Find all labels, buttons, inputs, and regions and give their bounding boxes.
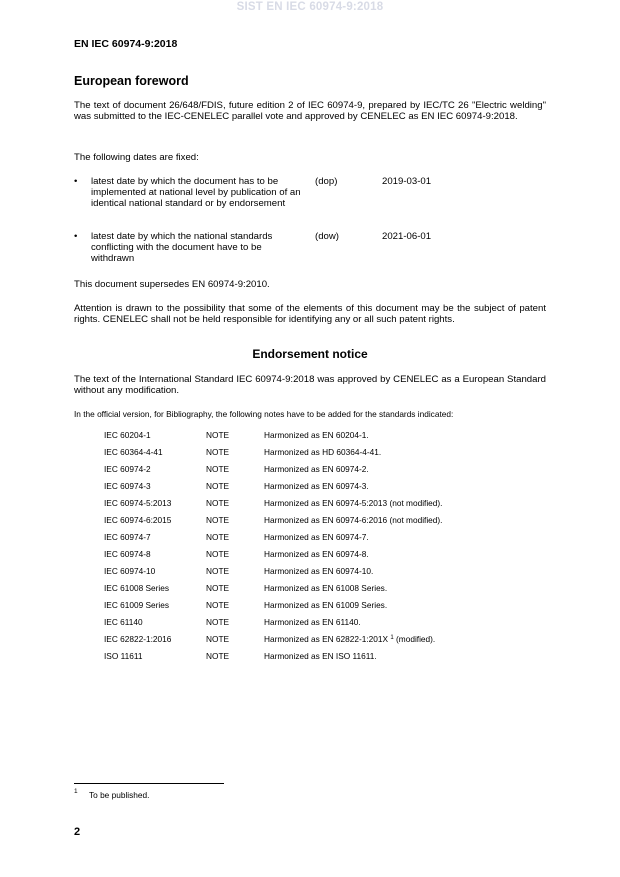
- note-keyword: NOTE: [206, 430, 230, 440]
- date-item-text: latest date by which the document has to be implemented at national level by publication of an identical national standard or by endorsement: [91, 176, 301, 210]
- note-keyword: NOTE: [206, 532, 230, 542]
- page-number: 2: [74, 826, 81, 838]
- note-text: Harmonized as EN 60204-1.: [264, 430, 369, 440]
- note-text: Harmonized as EN 60974-2.: [264, 464, 369, 474]
- note-text: Harmonized as EN 60974-8.: [264, 549, 369, 559]
- note-keyword: NOTE: [206, 634, 230, 644]
- note-standard: IEC 60974-2: [104, 464, 151, 474]
- note-keyword: NOTE: [206, 481, 230, 491]
- note-keyword: NOTE: [206, 447, 230, 457]
- note-keyword: NOTE: [206, 549, 230, 559]
- footnote-mark: 1: [74, 788, 78, 795]
- note-text: Harmonized as EN 61009 Series.: [264, 600, 388, 610]
- note-keyword: NOTE: [206, 617, 230, 627]
- note-standard: IEC 60974-6:2015: [104, 515, 172, 525]
- note-text: Harmonized as EN ISO 11611.: [264, 651, 377, 661]
- note-text-main: Harmonized as EN 62822-1:201X: [264, 634, 389, 644]
- endorsement-notice-heading: Endorsement notice: [252, 347, 368, 361]
- european-foreword-heading: European foreword: [74, 74, 189, 88]
- note-keyword: NOTE: [206, 583, 230, 593]
- note-text: Harmonized as HD 60364-4-41.: [264, 447, 382, 457]
- note-keyword: NOTE: [206, 464, 230, 474]
- note-standard: IEC 61009 Series: [104, 600, 170, 610]
- note-text: Harmonized as EN 60974-6:2016 (not modified).: [264, 515, 443, 525]
- note-text: Harmonized as EN 60974-3.: [264, 481, 369, 491]
- date-item-abbr: (dow): [315, 231, 339, 242]
- supersedes-paragraph: This document supersedes EN 60974-9:2010.: [74, 279, 270, 290]
- endorsement-paragraph: The text of the International Standard IEC 60974-9:2018 was approved by CENELEC as a European Standard without any modification.: [74, 374, 546, 397]
- document-id-header: EN IEC 60974-9:2018: [74, 38, 178, 50]
- note-keyword: NOTE: [206, 498, 230, 508]
- date-item-abbr: (dop): [315, 176, 338, 187]
- note-standard: IEC 62822-1:2016: [104, 634, 172, 644]
- foreword-intro-paragraph: The text of document 26/648/FDIS, future edition 2 of IEC 60974-9, prepared by IEC/TC 26 "Electric welding" was submitted to the IEC-CENELEC parallel vote and approved by CENELEC as EN IEC 60974-9:2018.: [74, 100, 546, 123]
- bullet-marker: •: [74, 176, 78, 187]
- footnote-reference[interactable]: 1: [390, 635, 394, 641]
- note-text: Harmonized as EN 61008 Series.: [264, 583, 388, 593]
- note-keyword: NOTE: [206, 651, 230, 661]
- note-standard: IEC 61140: [104, 617, 143, 627]
- note-text: Harmonized as EN 60974-5:2013 (not modified).: [264, 498, 443, 508]
- note-text: Harmonized as EN 60974-10.: [264, 566, 374, 576]
- note-standard: ISO 11611: [104, 651, 143, 661]
- note-text: [264, 634, 435, 644]
- bullet-marker: •: [74, 231, 78, 242]
- date-item-date: 2019-03-01: [382, 176, 432, 187]
- note-keyword: NOTE: [206, 600, 230, 610]
- note-standard: IEC 61008 Series: [104, 583, 170, 593]
- patent-paragraph: Attention is drawn to the possibility that some of the elements of this document may be the subject of patent rights. CENELEC shall not be held responsible for identifying any or all such patent rights.: [74, 303, 546, 326]
- note-keyword: NOTE: [206, 515, 230, 525]
- dates-intro: The following dates are fixed:: [74, 152, 199, 163]
- date-item-date: 2021-06-01: [382, 231, 432, 242]
- date-item-text: latest date by which the national standards conflicting with the document have to be withdrawn: [91, 231, 273, 265]
- note-standard: IEC 60974-3: [104, 481, 151, 491]
- note-standard: IEC 60204-1: [104, 430, 151, 440]
- footnote-divider: [74, 783, 224, 784]
- bibliography-intro: In the official version, for Bibliography, the following notes have to be added for the standards indicated:: [74, 409, 454, 419]
- note-standard: IEC 60974-8: [104, 549, 151, 559]
- note-text: Harmonized as EN 61140.: [264, 617, 361, 627]
- footnote-text: To be published.: [89, 790, 150, 800]
- note-standard: IEC 60974-10: [104, 566, 156, 576]
- note-text-suffix: (modified).: [393, 634, 436, 644]
- note-standard: IEC 60974-5:2013: [104, 498, 172, 508]
- note-standard: IEC 60364-4-41: [104, 447, 163, 457]
- note-keyword: NOTE: [206, 566, 230, 576]
- note-text: Harmonized as EN 60974-7.: [264, 532, 369, 542]
- watermark: SIST EN IEC 60974-9:2018: [236, 1, 384, 13]
- note-standard: IEC 60974-7: [104, 532, 151, 542]
